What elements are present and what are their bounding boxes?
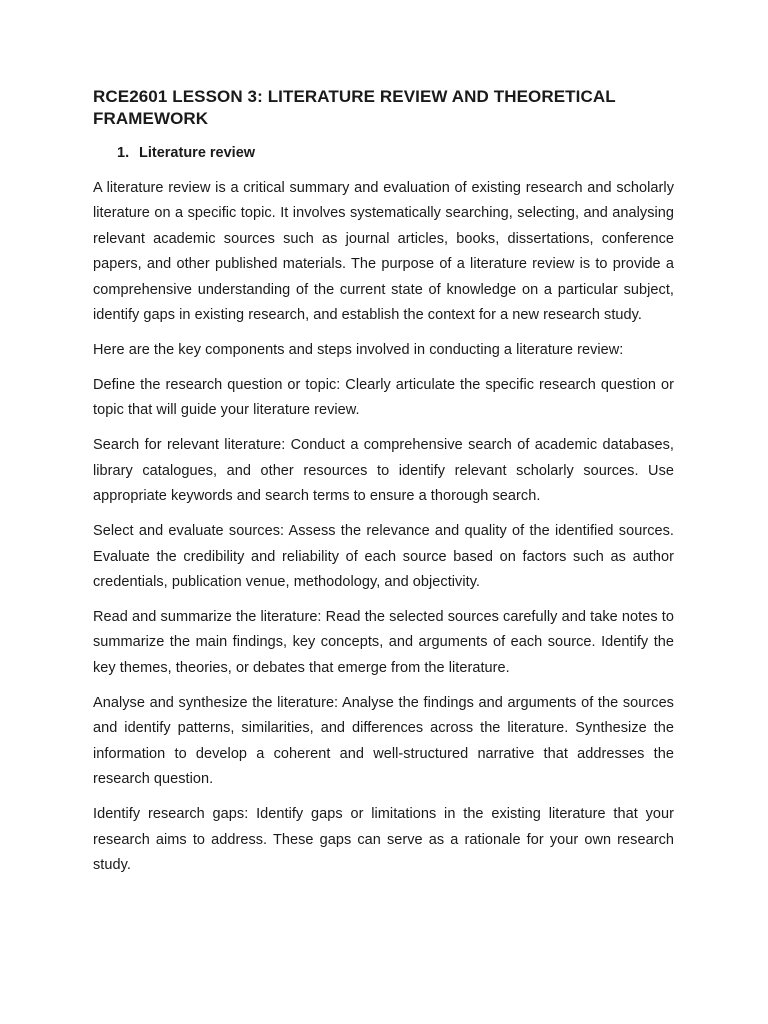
section-number: 1. bbox=[117, 145, 130, 161]
paragraph-intro-steps: Here are the key components and steps involved in conducting a literature review: bbox=[93, 342, 624, 359]
paragraph-select-evaluate: Select and evaluate sources: Assess the relevance and quality of the identified sources. Evaluate the credibility and reliability of each source based on factors such as author credentials, publication venue, methodology, and objectivity. bbox=[93, 523, 674, 591]
paragraph-definition: A literature review is a critical summary and evaluation of existing research and scholarly literature on a specific topic. It involves systematically searching, selecting, and analysing relevant academic sources such as journal articles, books, dissertations, conference papers, and other published materials. The purpose of a literature review is to provide a comprehensive understanding of the current state of knowledge on a particular subject, identify gaps in existing research, and establish the context for a new research study. bbox=[93, 180, 674, 324]
paragraph-search-literature: Search for relevant literature: Conduct a comprehensive search of academic databases, library catalogues, and other resources to identify relevant scholarly sources. Use appropriate keywords and search terms to ensure a thorough search. bbox=[93, 437, 674, 505]
document-page bbox=[93, 86, 674, 888]
paragraph-read-summarize: Read and summarize the literature: Read the selected sources carefully and take notes to summarize the main findings, key concepts, and arguments of each source. Identify the key themes, theories, or debates that emerge from the literature. bbox=[93, 609, 674, 676]
paragraph-analyse-synthesize: Analyse and synthesize the literature: Analyse the findings and arguments of the sources and identify patterns, similarities, and differences across the literature. Synthesize the information to develop a coherent and well-structured narrative that addresses the research question. bbox=[93, 694, 674, 788]
paragraph-research-gaps: Identify research gaps: Identify gaps or limitations in the existing literature that your research aims to address. These gaps can serve as a rationale for your own research study. bbox=[93, 806, 674, 873]
section-heading bbox=[93, 143, 674, 163]
section-heading-text: Literature review bbox=[139, 145, 256, 161]
document-title: RCE2601 LESSON 3: LITERATURE REVIEW AND THEORETICAL FRAMEWORK bbox=[93, 87, 616, 128]
paragraph-define-question: Define the research question or topic: Clearly articulate the specific research question or topic that will guide your literature review. bbox=[93, 377, 674, 419]
